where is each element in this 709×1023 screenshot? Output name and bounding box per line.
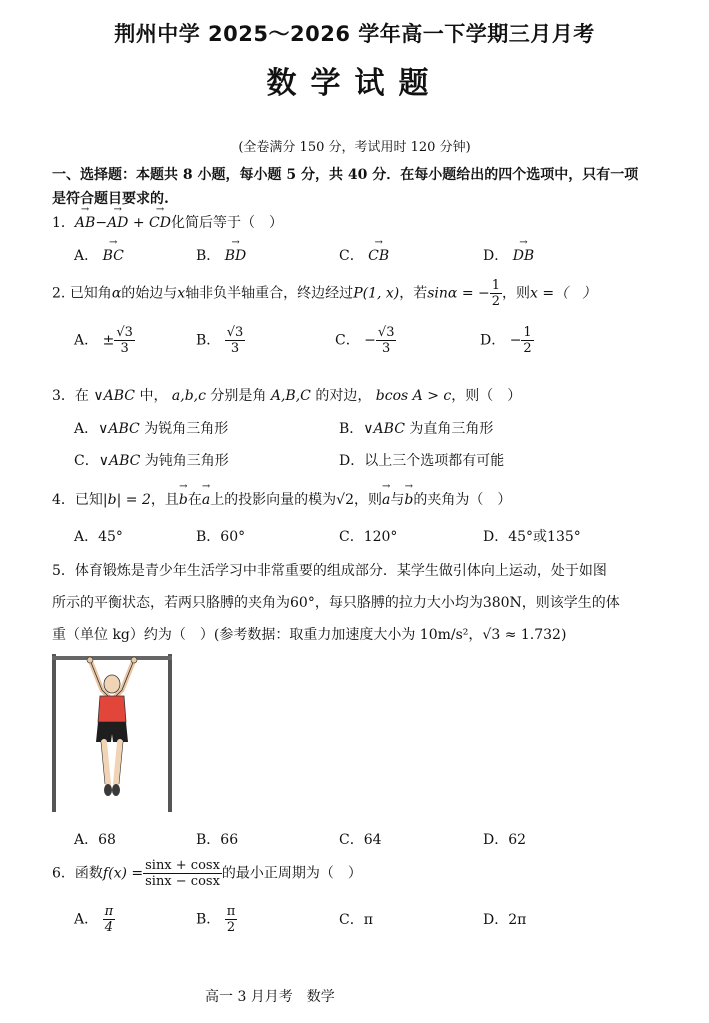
right-arm <box>116 660 134 696</box>
q3-option-a[interactable]: A．∨ABC 为锐角三角形 <box>74 421 229 437</box>
q5-option-a[interactable]: A．68 <box>74 832 116 848</box>
left-post <box>52 654 56 812</box>
q2-option-b[interactable]: B． $\frac{√3}{3}$ <box>196 325 244 356</box>
pull-up-figure <box>50 652 178 814</box>
q1-option-a[interactable]: A． → BC <box>74 245 124 265</box>
q6-option-d[interactable]: D．2π <box>483 912 527 928</box>
right-shoe <box>112 784 120 796</box>
shirt <box>98 696 126 722</box>
q3-option-b[interactable]: B．∨ABC 为直角三角形 <box>339 421 494 437</box>
q4-option-a[interactable]: A．45° <box>74 529 123 545</box>
left-shoe <box>104 784 112 796</box>
q2-option-a[interactable]: A． ± $\frac{√3}{3}$ <box>74 325 133 356</box>
question-1-stem: 1．→ AB−→ AD + → CD化简后等于（ ） <box>52 212 283 232</box>
section-heading: 一、选择题：本题共 8 小题，每小题 5 分，共 40 分．在每小题给出的四个选项中，只有一项是符合题目要求的. <box>52 167 639 207</box>
page-footer: 高一 3 月月考 数学 <box>205 989 335 1005</box>
q6-option-a[interactable]: A． $\frac{\pi}{4}$ <box>74 904 114 935</box>
q4-option-b[interactable]: B．60° <box>196 529 246 545</box>
question-6-stem: 6．函数f(x) = $\frac{\sin x + \cos x}{\sin x - \cos x}$ 的最小正周期为（ ） <box>52 858 362 889</box>
q5-option-b[interactable]: B．66 <box>196 832 239 848</box>
question-2-stem: 2. 已知角α的始边与x轴非负半轴重合，终边经过P(1, x)，若sinα = − $\frac{1}{2}$ ，则x =（ ） <box>52 278 597 309</box>
horizontal-bar <box>52 656 172 660</box>
exam-note: (全卷满分 150 分，考试用时 120 分钟) <box>238 140 471 155</box>
q4-option-c[interactable]: C．120° <box>339 529 398 545</box>
q4-option-d[interactable]: D．45°或135° <box>483 529 581 545</box>
head <box>104 675 120 693</box>
q1-option-b[interactable]: B． → BD <box>196 245 246 265</box>
q5-option-d[interactable]: D．62 <box>483 832 527 848</box>
question-5-line-3: 重（单位 kg）约为（ ）(参考数据：取重力加速度大小为 10m/s²，√3 ≈ 1.732) <box>52 627 567 643</box>
subject-title: 数学试题 <box>266 66 443 101</box>
q3-option-c[interactable]: C．∨ABC 为钝角三角形 <box>74 453 229 469</box>
q6-option-c[interactable]: C．π <box>339 912 373 928</box>
shorts <box>96 722 128 742</box>
q1-option-c[interactable]: C． → CB <box>339 245 389 265</box>
q2-option-c[interactable]: C． − $\frac{√3}{3}$ <box>335 325 395 356</box>
q5-option-c[interactable]: C．64 <box>339 832 382 848</box>
right-post <box>168 654 172 812</box>
question-5-line-2: 所示的平衡状态，若两只胳膊的夹角为60°，每只胳膊的拉力大小均为380N，则该学生的体 <box>52 595 620 611</box>
question-4-stem: 4．已知|b| = 2，且→ b在→ a上的投影向量的模为√2，则→ a与→ b的夹角为（ ） <box>52 489 511 509</box>
exam-title: 荆州中学 2025～2026 学年高一下学期三月月考 <box>114 22 595 46</box>
left-arm <box>90 660 108 696</box>
question-3-stem: 3．在 ∨ABC 中， a,b,c 分别是角 A,B,C 的对边， bcos A > c，则（ ） <box>52 388 522 404</box>
question-5-line-1: 5．体育锻炼是青少年生活学习中非常重要的组成部分．某学生做引体向上运动，处于如图 <box>52 563 607 579</box>
q1-option-d[interactable]: D． → DB <box>483 245 534 265</box>
q3-option-d[interactable]: D．以上三个选项都有可能 <box>339 453 505 469</box>
q6-option-b[interactable]: B． $\frac{\pi}{2}$ <box>196 904 236 935</box>
q2-option-d[interactable]: D． − $\frac{1}{2}$ <box>480 325 532 356</box>
